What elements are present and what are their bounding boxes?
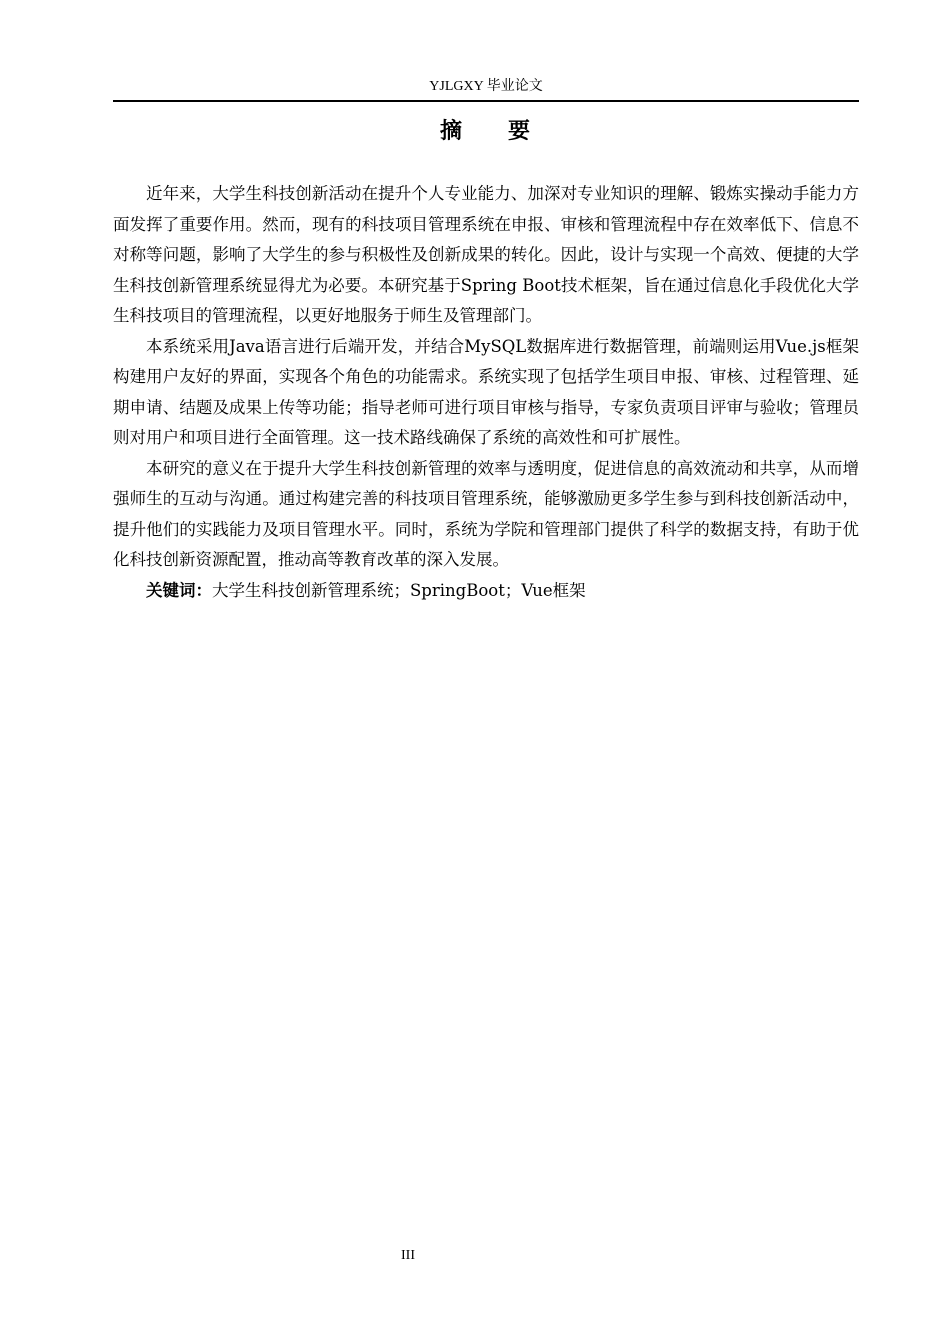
page-number-text: III — [401, 1248, 415, 1263]
title-char-1: 摘 — [439, 119, 464, 144]
abstract-paragraph-2: 本系统采用Java语言进行后端开发，并结合MySQL数据库进行数据管理，前端则运用Vue.js框架构建用户友好的界面，实现各个角色的功能需求。系统实现了包括学生项目申报、审核、过程管理、延期申请、结题及成果上传等功能；指导老师可进行项目审核与指导，专家负责项目评审与验收；管理员则对用户和项目进行全面管理。这一技术路线确保了系统的高效性和可扩展性。 — [113, 336, 859, 447]
keywords-line — [113, 576, 859, 607]
abstract-paragraph-3: 本研究的意义在于提升大学生科技创新管理的效率与透明度，促进信息的高效流动和共享，从而增强师生的互动与沟通。通过构建完善的科技项目管理系统，能够激励更多学生参与到科技创新活动中，提升他们的实践能力及项目管理水平。同时，系统为学院和管理部门提供了科学的数据支持，有助于优化科技创新资源配置，推动高等教育改革的深入发展。 — [113, 458, 859, 569]
title-char-2: 要 — [508, 119, 533, 144]
keywords-label: 关键词： — [146, 580, 212, 600]
abstract-body — [113, 179, 859, 606]
abstract-title — [113, 115, 859, 149]
header-rule — [113, 100, 859, 102]
page-number — [113, 1247, 703, 1265]
page-header — [113, 78, 859, 96]
abstract-paragraph-1: 近年来，大学生科技创新活动在提升个人专业能力、加深对专业知识的理解、锻炼实操动手能力方面发挥了重要作用。然而，现有的科技项目管理系统在申报、审核和管理流程中存在效率低下、信息不对称等问题，影响了大学生的参与积极性及创新成果的转化。因此，设计与实现一个高效、便捷的大学生科技创新管理系统显得尤为必要。本研究基于Spring Boot技术框架，旨在通过信息化手段优化大学生科技项目的管理流程，以更好地服务于师生及管理部门。 — [113, 184, 859, 325]
header-text: YJLGXY 毕业论文 — [429, 79, 543, 94]
keywords-value: 大学生科技创新管理系统；SpringBoot；Vue框架 — [212, 580, 586, 600]
